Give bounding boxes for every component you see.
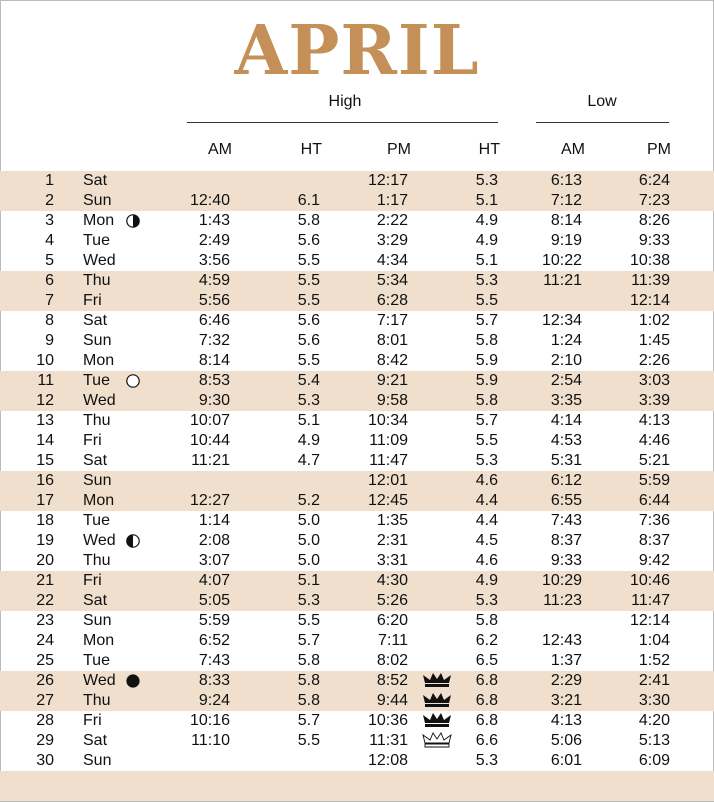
- high-am-height: 5.3: [297, 392, 320, 409]
- high-am-time: 6:52: [198, 632, 230, 649]
- low-am-time: 8:37: [550, 532, 582, 549]
- col-header-high-ht-pm: HT: [478, 141, 500, 158]
- high-pm-time: 9:21: [376, 372, 408, 389]
- low-am-time: 11:23: [543, 592, 582, 609]
- low-pm-time: 12:14: [629, 612, 670, 629]
- high-am-height: 5.6: [297, 332, 320, 349]
- high-am-height: 5.1: [297, 412, 320, 429]
- low-am-time: 5:06: [550, 732, 582, 749]
- low-pm-time: 11:39: [631, 272, 670, 289]
- col-header-high-ht-am: HT: [300, 141, 322, 158]
- high-pm-time: 8:01: [376, 332, 408, 349]
- weekday: Mon: [83, 352, 115, 369]
- low-am-time: 12:34: [541, 312, 582, 329]
- high-am-height: 4.9: [297, 432, 320, 449]
- high-am-time: 10:07: [189, 412, 230, 429]
- high-am-time: 9:30: [198, 392, 230, 409]
- day-number: 24: [36, 632, 54, 649]
- day-number: 23: [36, 612, 54, 629]
- high-am-height: 5.8: [297, 652, 320, 669]
- high-pm-time: 11:09: [369, 432, 408, 449]
- low-am-time: 9:33: [550, 552, 582, 569]
- weekday: Fri: [83, 572, 102, 589]
- high-am-time: 6:46: [198, 312, 230, 329]
- low-pm-time: 1:45: [638, 332, 670, 349]
- crown-filled-icon: [422, 692, 452, 710]
- day-number: 12: [36, 392, 54, 409]
- high-am-height: 5.2: [297, 492, 320, 509]
- low-pm-time: 5:13: [638, 732, 670, 749]
- weekday: Sat: [83, 172, 108, 189]
- low-pm-time: 8:37: [638, 532, 670, 549]
- day-number: 5: [45, 252, 54, 269]
- weekday: Thu: [83, 552, 111, 569]
- low-pm-time: 1:02: [638, 312, 670, 329]
- weekday: Fri: [83, 432, 102, 449]
- low-am-time: 4:13: [550, 712, 582, 729]
- low-pm-time: 2:41: [638, 672, 670, 689]
- high-pm-time: 10:34: [367, 412, 408, 429]
- high-pm-height: 6.8: [475, 712, 498, 729]
- low-pm-time: 12:14: [629, 292, 670, 309]
- low-pm-time: 1:04: [638, 632, 670, 649]
- day-number: 25: [36, 652, 54, 669]
- low-pm-time: 11:47: [631, 592, 670, 609]
- weekday: Sat: [83, 312, 108, 329]
- high-group-rule: [187, 122, 498, 123]
- low-am-time: 6:13: [550, 172, 582, 189]
- high-am-height: 5.6: [297, 232, 320, 249]
- day-number: 30: [36, 752, 54, 769]
- tide-table: [0, 171, 714, 771]
- high-pm-time: 6:28: [376, 292, 408, 309]
- high-am-time: 5:56: [198, 292, 230, 309]
- table-row: [0, 671, 714, 691]
- high-am-time: 5:05: [198, 592, 230, 609]
- low-am-time: 10:22: [541, 252, 582, 269]
- low-am-time: 2:54: [550, 372, 582, 389]
- low-am-time: 5:31: [550, 452, 582, 469]
- col-header-low-pm: PM: [647, 141, 671, 158]
- high-am-time: 11:10: [191, 732, 230, 749]
- high-am-time: 4:59: [198, 272, 230, 289]
- low-am-time: 8:14: [550, 212, 582, 229]
- low-pm-time: 3:03: [638, 372, 670, 389]
- high-am-time: 3:07: [198, 552, 230, 569]
- low-pm-time: 9:33: [638, 232, 670, 249]
- low-am-time: 9:19: [550, 232, 582, 249]
- day-number: 18: [36, 512, 54, 529]
- high-pm-height: 5.3: [475, 592, 498, 609]
- day-number: 14: [36, 432, 54, 449]
- table-row: [0, 711, 714, 731]
- high-pm-time: 8:02: [376, 652, 408, 669]
- high-am-time: 12:27: [189, 492, 230, 509]
- weekday: Mon: [83, 492, 115, 509]
- high-am-time: 7:43: [198, 652, 230, 669]
- day-number: 26: [36, 672, 54, 689]
- high-pm-time: 7:11: [378, 632, 408, 649]
- low-am-time: 3:21: [550, 692, 582, 709]
- crown-filled-icon: [422, 712, 452, 730]
- low-pm-time: 8:26: [638, 212, 670, 229]
- table-row: [0, 191, 714, 211]
- table-row: [0, 691, 714, 711]
- day-number: 6: [45, 272, 54, 289]
- high-pm-height: 5.7: [475, 412, 498, 429]
- high-pm-height: 5.8: [475, 612, 498, 629]
- high-am-height: 5.5: [297, 272, 320, 289]
- high-am-height: 5.5: [297, 352, 320, 369]
- high-pm-time: 9:44: [376, 692, 408, 709]
- first-quarter-moon-icon: [126, 214, 140, 228]
- weekday: Tue: [83, 652, 110, 669]
- table-row: [0, 571, 714, 591]
- day-number: 22: [36, 592, 54, 609]
- table-row: [0, 551, 714, 571]
- high-pm-height: 5.3: [475, 752, 498, 769]
- high-am-height: 5.5: [297, 612, 320, 629]
- low-pm-time: 1:52: [638, 652, 670, 669]
- low-pm-time: 6:44: [638, 492, 670, 509]
- high-pm-time: 7:17: [376, 312, 408, 329]
- high-pm-time: 1:35: [376, 512, 408, 529]
- high-am-time: 8:53: [198, 372, 230, 389]
- high-pm-height: 5.8: [475, 392, 498, 409]
- table-row: [0, 331, 714, 351]
- high-am-height: 5.3: [297, 592, 320, 609]
- table-row: [0, 471, 714, 491]
- high-am-height: 5.5: [297, 292, 320, 309]
- weekday: Tue: [83, 512, 110, 529]
- low-am-time: 3:35: [550, 392, 582, 409]
- high-pm-height: 5.3: [475, 452, 498, 469]
- high-pm-time: 12:17: [367, 172, 408, 189]
- low-pm-time: 7:23: [638, 192, 670, 209]
- high-am-height: 5.8: [297, 692, 320, 709]
- low-am-time: 4:53: [550, 432, 582, 449]
- day-number: 15: [36, 452, 54, 469]
- high-pm-height: 5.5: [475, 432, 498, 449]
- high-pm-height: 5.1: [475, 192, 498, 209]
- table-row: [0, 491, 714, 511]
- high-am-time: 2:08: [198, 532, 230, 549]
- crown-outline-icon: [422, 732, 452, 750]
- weekday: Thu: [83, 272, 111, 289]
- new-moon-icon: [126, 674, 140, 688]
- low-pm-time: 7:36: [638, 512, 670, 529]
- low-am-time: 11:21: [543, 272, 582, 289]
- high-pm-height: 6.6: [475, 732, 498, 749]
- day-number: 13: [36, 412, 54, 429]
- col-header-high-am: AM: [208, 141, 232, 158]
- low-group-rule: [536, 122, 669, 123]
- high-pm-height: 4.9: [475, 572, 498, 589]
- high-pm-height: 5.8: [475, 332, 498, 349]
- weekday: Sun: [83, 472, 112, 489]
- high-am-time: 8:14: [198, 352, 230, 369]
- table-row: [0, 231, 714, 251]
- high-pm-height: 6.8: [475, 672, 498, 689]
- day-number: 1: [45, 172, 54, 189]
- table-row: [0, 171, 714, 191]
- low-am-time: 10:29: [541, 572, 582, 589]
- low-am-time: 7:12: [550, 192, 582, 209]
- table-row: [0, 391, 714, 411]
- weekday: Thu: [83, 692, 111, 709]
- day-number: 29: [36, 732, 54, 749]
- table-row: [0, 291, 714, 311]
- table-row: [0, 271, 714, 291]
- high-pm-time: 11:31: [369, 732, 408, 749]
- weekday: Sat: [83, 452, 108, 469]
- day-number: 4: [45, 232, 54, 249]
- high-pm-height: 6.8: [475, 692, 498, 709]
- high-pm-time: 8:52: [376, 672, 408, 689]
- high-pm-height: 5.9: [475, 372, 498, 389]
- low-am-time: 12:43: [541, 632, 582, 649]
- low-am-time: 1:24: [550, 332, 582, 349]
- high-am-time: 1:43: [198, 212, 230, 229]
- low-pm-time: 4:20: [638, 712, 670, 729]
- day-number: 28: [36, 712, 54, 729]
- low-pm-time: 5:21: [638, 452, 670, 469]
- day-number: 16: [36, 472, 54, 489]
- high-pm-time: 12:45: [367, 492, 408, 509]
- high-pm-height: 5.3: [475, 172, 498, 189]
- low-pm-time: 4:46: [638, 432, 670, 449]
- high-am-height: 5.5: [297, 252, 320, 269]
- low-pm-time: 6:24: [638, 172, 670, 189]
- table-row: [0, 451, 714, 471]
- low-am-time: 7:43: [550, 512, 582, 529]
- high-am-height: 4.7: [297, 452, 320, 469]
- high-pm-height: 5.5: [475, 292, 498, 309]
- high-pm-height: 5.3: [475, 272, 498, 289]
- weekday: Fri: [83, 292, 102, 309]
- weekday: Tue: [83, 232, 110, 249]
- weekday: Sun: [83, 332, 112, 349]
- day-number: 21: [36, 572, 54, 589]
- day-number: 7: [45, 292, 54, 309]
- table-row: [0, 351, 714, 371]
- table-row: [0, 511, 714, 531]
- high-pm-height: 4.6: [475, 552, 498, 569]
- table-row: [0, 631, 714, 651]
- high-pm-height: 4.9: [475, 232, 498, 249]
- high-group-label: High: [328, 93, 362, 110]
- low-pm-time: 9:42: [638, 552, 670, 569]
- high-pm-time: 5:26: [376, 592, 408, 609]
- high-pm-time: 3:31: [376, 552, 408, 569]
- high-pm-time: 2:31: [376, 532, 408, 549]
- weekday: Wed: [83, 392, 116, 409]
- high-am-height: 5.8: [297, 212, 320, 229]
- high-pm-time: 5:34: [376, 272, 408, 289]
- low-am-time: 1:37: [550, 652, 582, 669]
- high-am-time: 12:40: [189, 192, 230, 209]
- table-row: [0, 651, 714, 671]
- high-pm-time: 4:34: [376, 252, 408, 269]
- high-pm-time: 11:47: [369, 452, 408, 469]
- low-pm-time: 4:13: [638, 412, 670, 429]
- low-pm-time: 2:26: [638, 352, 670, 369]
- high-am-height: 5.8: [297, 672, 320, 689]
- weekday: Sun: [83, 612, 112, 629]
- high-am-height: 5.1: [297, 572, 320, 589]
- weekday: Sun: [83, 752, 112, 769]
- weekday: Wed: [83, 672, 116, 689]
- weekday: Wed: [83, 252, 116, 269]
- table-row: [0, 731, 714, 751]
- high-pm-time: 1:17: [376, 192, 408, 209]
- last-quarter-moon-icon: [126, 534, 140, 548]
- high-pm-height: 4.9: [475, 212, 498, 229]
- table-row: [0, 311, 714, 331]
- high-pm-height: 5.7: [475, 312, 498, 329]
- high-pm-height: 6.2: [475, 632, 498, 649]
- high-am-height: 6.1: [297, 192, 320, 209]
- high-am-time: 1:14: [198, 512, 230, 529]
- low-pm-time: 6:09: [638, 752, 670, 769]
- high-am-time: 9:24: [198, 692, 230, 709]
- weekday: Sat: [83, 592, 108, 609]
- high-pm-time: 9:58: [376, 392, 408, 409]
- table-row: [0, 431, 714, 451]
- high-pm-time: 10:36: [367, 712, 408, 729]
- low-am-time: 6:12: [550, 472, 582, 489]
- table-row: [0, 751, 714, 771]
- weekday: Thu: [83, 412, 111, 429]
- low-am-time: 6:01: [550, 752, 582, 769]
- table-row: [0, 531, 714, 551]
- high-pm-height: 4.5: [475, 532, 498, 549]
- table-row: [0, 591, 714, 611]
- high-am-time: 5:59: [198, 612, 230, 629]
- low-am-time: 4:14: [550, 412, 582, 429]
- high-am-time: 4:07: [198, 572, 230, 589]
- high-am-time: 10:44: [189, 432, 230, 449]
- day-number: 2: [45, 192, 54, 209]
- weekday: Sat: [83, 732, 108, 749]
- high-am-height: 5.7: [297, 632, 320, 649]
- low-pm-time: 10:46: [629, 572, 670, 589]
- day-number: 17: [36, 492, 54, 509]
- day-number: 19: [36, 532, 54, 549]
- low-pm-time: 3:39: [638, 392, 670, 409]
- high-am-height: 5.4: [297, 372, 320, 389]
- high-pm-height: 5.9: [475, 352, 498, 369]
- high-am-height: 5.0: [297, 552, 320, 569]
- day-number: 10: [36, 352, 54, 369]
- high-pm-time: 8:42: [376, 352, 408, 369]
- col-header-high-pm: PM: [387, 141, 411, 158]
- low-am-time: 2:29: [550, 672, 582, 689]
- high-pm-height: 4.4: [475, 492, 498, 509]
- high-am-time: 3:56: [198, 252, 230, 269]
- day-number: 3: [45, 212, 54, 229]
- weekday: Sun: [83, 192, 112, 209]
- weekday: Tue: [83, 372, 110, 389]
- low-am-time: 2:10: [550, 352, 582, 369]
- high-pm-time: 12:08: [367, 752, 408, 769]
- high-am-time: 8:33: [198, 672, 230, 689]
- high-am-time: 7:32: [198, 332, 230, 349]
- month-title: APRIL: [234, 11, 480, 91]
- table-row: [0, 611, 714, 631]
- table-row: [0, 251, 714, 271]
- crown-filled-icon: [422, 672, 452, 690]
- table-row: [0, 371, 714, 391]
- table-row: [0, 211, 714, 231]
- col-header-low-am: AM: [561, 141, 585, 158]
- day-number: 11: [37, 372, 54, 389]
- high-pm-height: 4.6: [475, 472, 498, 489]
- high-am-height: 5.0: [297, 512, 320, 529]
- day-number: 8: [45, 312, 54, 329]
- high-am-time: 10:16: [189, 712, 230, 729]
- high-pm-height: 5.1: [475, 252, 498, 269]
- table-row: [0, 411, 714, 431]
- low-pm-time: 3:30: [638, 692, 670, 709]
- day-number: 20: [36, 552, 54, 569]
- high-pm-time: 4:30: [376, 572, 408, 589]
- high-pm-time: 6:20: [376, 612, 408, 629]
- weekday: Mon: [83, 212, 115, 229]
- high-pm-height: 6.5: [475, 652, 498, 669]
- weekday: Fri: [83, 712, 102, 729]
- high-am-height: 5.0: [297, 532, 320, 549]
- footer-band: [0, 771, 714, 801]
- high-am-time: 2:49: [198, 232, 230, 249]
- weekday: Mon: [83, 632, 115, 649]
- low-am-time: 6:55: [550, 492, 582, 509]
- full-moon-icon: [126, 374, 140, 388]
- high-pm-time: 2:22: [376, 212, 408, 229]
- high-am-height: 5.7: [297, 712, 320, 729]
- high-pm-time: 3:29: [376, 232, 408, 249]
- high-am-height: 5.5: [297, 732, 320, 749]
- day-number: 9: [45, 332, 54, 349]
- low-pm-time: 5:59: [638, 472, 670, 489]
- high-am-time: 11:21: [191, 452, 230, 469]
- low-pm-time: 10:38: [629, 252, 670, 269]
- high-pm-time: 12:01: [367, 472, 408, 489]
- low-group-label: Low: [587, 93, 617, 110]
- weekday: Wed: [83, 532, 116, 549]
- day-number: 27: [36, 692, 54, 709]
- high-am-height: 5.6: [297, 312, 320, 329]
- high-pm-height: 4.4: [475, 512, 498, 529]
